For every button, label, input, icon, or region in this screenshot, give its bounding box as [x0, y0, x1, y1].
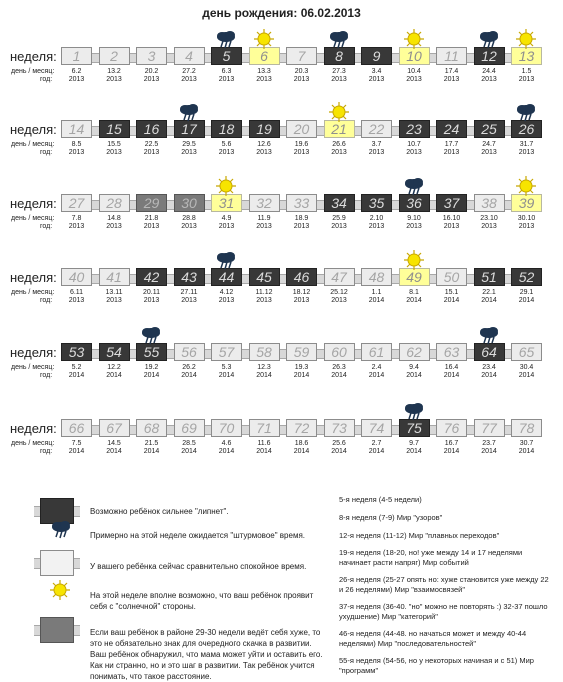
week-date: 27.3: [332, 68, 346, 75]
week-box: 73: [324, 419, 355, 437]
week-box: 49: [399, 268, 430, 286]
week-date: 13.2: [107, 68, 121, 75]
week-row: [0, 106, 563, 166]
day-month-label: день / месяц:: [11, 364, 55, 371]
week-box: 71: [249, 419, 280, 437]
sun-icon: [516, 176, 536, 201]
week-year: 2014: [218, 448, 235, 455]
week-year: 2014: [518, 297, 535, 304]
week-box: 44: [211, 268, 242, 286]
week-date: 30.10: [517, 215, 536, 222]
week-box: 47: [324, 268, 355, 286]
week-box: 11: [436, 47, 467, 65]
week-year: 2014: [68, 448, 85, 455]
week-box: 17: [174, 120, 205, 138]
week-box: 68: [136, 419, 167, 437]
note-week-46: 46-я неделя (44-48. но начаться может и между 40-44 неделями) Мир "последовательностей": [339, 629, 527, 648]
legend-gray-swatch: [34, 615, 80, 645]
week-box: 21: [324, 120, 355, 138]
week-box: 61: [361, 343, 392, 361]
week-date: 13.3: [257, 68, 271, 75]
week-date: 30.7: [519, 440, 534, 447]
week-year: 2013: [68, 149, 85, 156]
week-box: 3: [136, 47, 167, 65]
week-year: 2013: [331, 297, 347, 304]
legend-gray-text: Если ваш ребёнок в районе 29-30 недели ведёт себя хуже, то это не обязательно знак для очередного скачка в развитии. Ваш ребёнок обнаружил, что мама может уйти и оставить его. Как ни странно, но и это шаг в развитии. Так ребёнок учится понимать, что такое расстояние.: [90, 628, 323, 681]
legend-dark-text: Возможно ребёнок сильнее "липнет".: [90, 507, 229, 516]
week-year: 2013: [143, 297, 160, 304]
week-box: 25: [474, 120, 505, 138]
sun-icon: [254, 29, 274, 54]
week-date: 23.7: [482, 440, 496, 447]
week-date: 5.2: [71, 364, 82, 371]
week-date: 18.6: [294, 440, 309, 447]
week-date: 14.5: [107, 440, 121, 447]
week-date: 31.7: [519, 141, 534, 148]
note-week-19: 19-я неделя (18-20, но! уже между 14 и 17 неделями начинает расти напряг) Мир событий: [339, 548, 523, 567]
storm-cloud-icon: [215, 31, 237, 54]
week-box: 14: [61, 120, 92, 138]
week-year: 2014: [256, 448, 272, 455]
week-box: 1: [61, 47, 92, 65]
week-date: 27.2: [182, 68, 196, 75]
week-year: 2013: [481, 223, 497, 230]
week-date: 25.9: [332, 215, 346, 222]
week-year: 2013: [256, 76, 272, 83]
year-label: год:: [40, 372, 53, 379]
year-label: год:: [40, 448, 53, 455]
page-title: день рождения: 06.02.2013: [202, 6, 361, 20]
year-label: год:: [40, 149, 53, 156]
week-box: 4: [174, 47, 205, 65]
week-date: 23.4: [482, 364, 496, 371]
week-box: 2: [99, 47, 130, 65]
week-box: 20: [286, 120, 317, 138]
week-year: 2014: [181, 448, 197, 455]
week-box: 24: [436, 120, 467, 138]
week-date: 13.11: [105, 289, 123, 296]
week-box: 31: [211, 194, 242, 212]
week-date: 6.11: [69, 289, 84, 296]
week-date: 2.10: [369, 215, 384, 222]
week-box: 15: [99, 120, 130, 138]
week-date: 12.2: [107, 364, 121, 371]
week-box: 13: [511, 47, 542, 65]
week-box: 7: [286, 47, 317, 65]
week-box: 23: [399, 120, 430, 138]
week-box: 56: [174, 343, 205, 361]
week-box: 9: [361, 47, 392, 65]
note-week-55: 55-я неделя (54-56, но у некоторых начиная и с 51) Мир "программ": [339, 656, 534, 675]
week-box: 52: [511, 268, 542, 286]
week-year: 2013: [218, 297, 235, 304]
week-date: 9.4: [409, 364, 419, 371]
sun-icon: [50, 580, 70, 605]
week-box: 46: [286, 268, 317, 286]
week-date: 20.3: [294, 68, 309, 75]
week-date: 27.11: [180, 289, 198, 296]
week-date: 21.5: [144, 440, 159, 447]
week-date: 14.8: [107, 215, 121, 222]
week-box: 29: [136, 194, 167, 212]
day-month-label: день / месяц:: [11, 289, 55, 296]
week-year: 2014: [293, 448, 310, 455]
week-date: 22.5: [144, 141, 159, 148]
week-label: неделя:: [10, 196, 57, 211]
week-year: 2013: [218, 223, 235, 230]
week-box: 8: [324, 47, 355, 65]
week-year: 2013: [443, 76, 460, 83]
week-box: 78: [511, 419, 542, 437]
week-year: 2013: [293, 76, 310, 83]
week-year: 2013: [293, 149, 310, 156]
week-year: 2013: [143, 149, 160, 156]
week-date: 2.7: [371, 440, 382, 447]
week-date: 2.4: [371, 364, 382, 371]
week-date: 7.8: [71, 215, 82, 222]
week-date: 5.6: [221, 141, 232, 148]
week-box: 53: [61, 343, 92, 361]
week-box: 64: [474, 343, 505, 361]
week-year: 2014: [443, 372, 460, 379]
week-row: [0, 405, 563, 465]
week-year: 2013: [331, 149, 347, 156]
week-box: 50: [436, 268, 467, 286]
week-year: 2013: [368, 149, 385, 156]
week-box: 77: [474, 419, 505, 437]
sun-icon: [404, 29, 424, 54]
note-week-37: 37-я неделя (36-40. "но" можно не повторять :) 32-37 пошло ухудшение) Мир "категорий": [339, 602, 548, 621]
week-year: 2014: [106, 448, 122, 455]
week-year: 2013: [406, 149, 422, 156]
week-row: [0, 180, 563, 240]
week-box: 35: [361, 194, 392, 212]
storm-cloud-icon: [478, 327, 500, 350]
storm-cloud-icon: [328, 31, 350, 54]
week-box: 30: [174, 194, 205, 212]
week-box: 22: [361, 120, 392, 138]
week-date: 16.4: [444, 364, 459, 371]
week-year: 2014: [106, 372, 122, 379]
week-year: 2014: [406, 448, 422, 455]
week-year: 2013: [181, 223, 197, 230]
week-row: [0, 329, 563, 389]
week-label: неделя:: [10, 49, 57, 64]
week-box: 37: [436, 194, 467, 212]
week-box: 36: [399, 194, 430, 212]
week-date: 24.4: [482, 68, 496, 75]
week-date: 6.3: [221, 68, 232, 75]
sun-icon: [516, 29, 536, 54]
week-box: 70: [211, 419, 242, 437]
week-date: 29.5: [182, 141, 196, 148]
week-date: 19.3: [294, 364, 309, 371]
storm-cloud-icon: [140, 327, 162, 350]
week-box: 16: [136, 120, 167, 138]
week-box: 74: [361, 419, 392, 437]
week-year: 2014: [181, 372, 197, 379]
week-year: 2013: [68, 76, 85, 83]
week-date: 16.7: [444, 440, 459, 447]
sun-icon: [404, 250, 424, 275]
week-date: 5.3: [221, 364, 232, 371]
week-label: неделя:: [10, 345, 57, 360]
week-year: 2013: [481, 149, 497, 156]
week-box: 69: [174, 419, 205, 437]
week-year: 2014: [406, 297, 422, 304]
week-year: 2013: [256, 223, 272, 230]
week-date: 20.2: [144, 68, 159, 75]
week-year: 2013: [368, 223, 385, 230]
week-date: 16.10: [442, 215, 461, 222]
week-box: 18: [211, 120, 242, 138]
week-box: 39: [511, 194, 542, 212]
week-year: 2014: [481, 297, 497, 304]
week-year: 2013: [106, 297, 122, 304]
week-year: 2013: [518, 223, 535, 230]
storm-cloud-icon: [50, 521, 72, 544]
week-year: 2013: [218, 149, 235, 156]
week-year: 2014: [518, 448, 535, 455]
legend-calm-swatch: [34, 548, 80, 578]
storm-cloud-icon: [215, 252, 237, 275]
week-date: 9.7: [409, 440, 419, 447]
week-box: 41: [99, 268, 130, 286]
week-label: неделя:: [10, 270, 57, 285]
week-date: 19.6: [294, 141, 309, 148]
week-year: 2014: [368, 448, 385, 455]
week-box: 57: [211, 343, 242, 361]
week-box: 28: [99, 194, 130, 212]
week-box: 76: [436, 419, 467, 437]
week-year: 2013: [331, 76, 347, 83]
week-year: 2013: [256, 297, 272, 304]
week-box: 45: [249, 268, 280, 286]
week-year: 2013: [518, 149, 535, 156]
year-label: год:: [40, 297, 53, 304]
week-year: 2014: [218, 372, 235, 379]
week-date: 18.9: [294, 215, 309, 222]
week-box: 33: [286, 194, 317, 212]
week-date: 20.11: [143, 289, 160, 296]
week-date: 21.8: [144, 215, 159, 222]
week-box: 40: [61, 268, 92, 286]
storm-cloud-icon: [478, 31, 500, 54]
week-year: 2013: [406, 223, 422, 230]
week-date: 7.5: [71, 440, 82, 447]
week-box: 42: [136, 268, 167, 286]
week-year: 2014: [68, 372, 85, 379]
week-row: [0, 254, 563, 314]
week-date: 10.4: [407, 68, 421, 75]
week-box: 26: [511, 120, 542, 138]
week-box: 5: [211, 47, 242, 65]
week-year: 2013: [106, 223, 122, 230]
storm-cloud-icon: [178, 104, 200, 127]
week-box: 12: [474, 47, 505, 65]
day-month-label: день / месяц:: [11, 440, 55, 447]
week-date: 28.8: [182, 215, 196, 222]
sun-icon: [329, 102, 349, 127]
week-year: 2014: [368, 372, 385, 379]
week-year: 2013: [481, 76, 497, 83]
week-box: 38: [474, 194, 505, 212]
week-date: 17.4: [444, 68, 459, 75]
year-label: год:: [40, 76, 53, 83]
week-box: 6: [249, 47, 280, 65]
week-year: 2013: [218, 76, 235, 83]
year-label: год:: [40, 223, 53, 230]
week-date: 3.7: [371, 141, 382, 148]
week-date: 10.7: [407, 141, 421, 148]
week-year: 2013: [68, 297, 85, 304]
week-year: 2014: [368, 297, 385, 304]
week-date: 11.12: [255, 289, 273, 296]
storm-cloud-icon: [515, 104, 537, 127]
week-box: 43: [174, 268, 205, 286]
week-year: 2014: [406, 372, 422, 379]
week-year: 2013: [293, 297, 310, 304]
week-date: 4.6: [221, 440, 232, 447]
week-year: 2013: [106, 149, 122, 156]
week-box: 63: [436, 343, 467, 361]
week-year: 2013: [518, 76, 535, 83]
week-year: 2013: [443, 149, 460, 156]
week-date: 26.3: [332, 364, 346, 371]
note-week-8: 8-я неделя (7-9) Мир "узоров": [339, 513, 443, 522]
note-week-26: 26-я неделя (25-27 опять но: хуже становится уже между 22 и 26 неделями) Мир "взаимосвязей": [339, 575, 549, 594]
week-box: 58: [249, 343, 280, 361]
legend-sun-text: На этой неделе вполне возможно, что ваш ребёнок проявит себя с "солнечной" стороны.: [90, 591, 314, 611]
note-week-12: 12-я неделя (11-12) Мир "плавных переходов": [339, 531, 500, 540]
week-year: 2014: [331, 372, 347, 379]
week-year: 2013: [143, 76, 160, 83]
week-box: 65: [511, 343, 542, 361]
week-date: 28.5: [182, 440, 196, 447]
week-date: 26.2: [182, 364, 196, 371]
week-date: 17.7: [444, 141, 459, 148]
week-year: 2014: [443, 297, 460, 304]
week-year: 2014: [293, 372, 310, 379]
week-year: 2013: [181, 297, 197, 304]
note-week-5: 5-я неделя (4-5 недели): [339, 495, 422, 504]
week-year: 2013: [68, 223, 85, 230]
week-date: 12.6: [257, 141, 271, 148]
week-date: 1.5: [521, 68, 532, 75]
week-date: 15.5: [107, 141, 121, 148]
week-label: неделя:: [10, 122, 57, 137]
week-date: 30.4: [519, 364, 534, 371]
week-date: 19.2: [144, 364, 159, 371]
week-box: 10: [399, 47, 430, 65]
week-date: 11.6: [257, 440, 271, 447]
week-year: 2013: [406, 76, 422, 83]
week-date: 8.1: [409, 289, 419, 296]
week-box: 66: [61, 419, 92, 437]
week-box: 54: [99, 343, 130, 361]
week-date: 23.10: [480, 215, 498, 222]
week-box: 27: [61, 194, 92, 212]
week-box: 19: [249, 120, 280, 138]
week-box: 51: [474, 268, 505, 286]
week-year: 2013: [368, 76, 385, 83]
sun-icon: [216, 176, 236, 201]
week-date: 24.7: [482, 141, 496, 148]
week-year: 2013: [106, 76, 122, 83]
week-year: 2014: [443, 448, 460, 455]
week-date: 4.9: [221, 215, 232, 222]
week-box: 62: [399, 343, 430, 361]
storm-cloud-icon: [403, 403, 425, 426]
week-year: 2013: [256, 149, 272, 156]
week-year: 2014: [256, 372, 272, 379]
day-month-label: день / месяц:: [11, 215, 55, 222]
week-date: 11.9: [257, 215, 271, 222]
week-box: 75: [399, 419, 430, 437]
week-date: 25.6: [332, 440, 346, 447]
week-year: 2013: [181, 76, 197, 83]
week-date: 6.2: [71, 68, 82, 75]
week-date: 9.10: [407, 215, 421, 222]
day-month-label: день / месяц:: [11, 68, 55, 75]
week-date: 15.1: [444, 289, 459, 296]
day-month-label: день / месяц:: [11, 141, 55, 148]
week-box: 60: [324, 343, 355, 361]
week-box: 32: [249, 194, 280, 212]
week-year: 2013: [443, 223, 460, 230]
week-date: 1.1: [371, 289, 382, 296]
week-box: 67: [99, 419, 130, 437]
week-date: 22.1: [482, 289, 496, 296]
week-date: 4.12: [219, 289, 234, 296]
week-box: 59: [286, 343, 317, 361]
week-date: 25.12: [330, 289, 348, 296]
week-year: 2014: [331, 448, 347, 455]
week-year: 2014: [518, 372, 535, 379]
week-year: 2013: [293, 223, 310, 230]
week-date: 8.5: [71, 141, 82, 148]
week-date: 29.1: [519, 289, 534, 296]
legend-calm-text: У вашего ребёнка сейчас сравнительно спокойное время.: [90, 562, 307, 571]
week-year: 2013: [181, 149, 197, 156]
week-label: неделя:: [10, 421, 57, 436]
week-box: 72: [286, 419, 317, 437]
week-box: 55: [136, 343, 167, 361]
week-year: 2014: [143, 448, 160, 455]
week-date: 12.3: [257, 364, 271, 371]
week-year: 2014: [481, 372, 497, 379]
week-date: 26.6: [332, 141, 346, 148]
legend-storm-text: Примерно на этой неделе ожидается "штурмовое" время.: [90, 531, 306, 540]
week-row: [0, 33, 563, 93]
week-date: 3.4: [371, 68, 382, 75]
week-year: 2013: [143, 223, 160, 230]
week-year: 2014: [143, 372, 160, 379]
week-box: 48: [361, 268, 392, 286]
storm-cloud-icon: [403, 178, 425, 201]
week-year: 2014: [481, 448, 497, 455]
week-date: 18.12: [292, 289, 311, 296]
week-box: 34: [324, 194, 355, 212]
week-year: 2013: [331, 223, 347, 230]
